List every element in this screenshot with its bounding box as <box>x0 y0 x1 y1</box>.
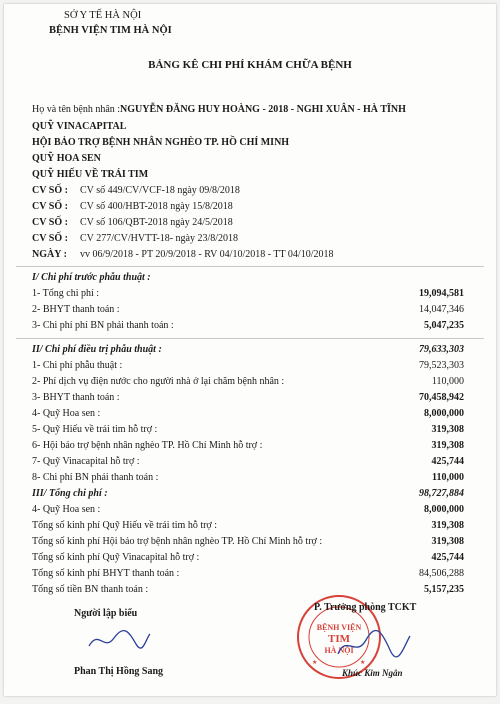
seal-line-2: TIM <box>328 633 350 645</box>
document-ref-label: CV SỐ : <box>32 233 68 244</box>
section3-row <box>32 552 480 565</box>
section2-row <box>32 360 480 373</box>
document-page <box>4 4 496 696</box>
row-desc: 3- Chi phí phí BN phải thanh toán : <box>32 320 174 331</box>
row-desc: 8- Chi phí BN phải thanh toán : <box>32 472 159 483</box>
row-value: 319,308 <box>431 424 464 435</box>
document-ref-label: CV SỐ : <box>32 185 68 196</box>
section1-row <box>32 288 480 301</box>
row-desc: Tổng số kinh phí Quỹ Vinacapital hỗ trợ : <box>32 552 200 563</box>
row-desc: 4- Quỹ Hoa sen : <box>32 408 101 419</box>
row-value: 110,000 <box>432 472 464 483</box>
document-ref-value: CV số 400/HBT-2018 ngày 15/8/2018 <box>80 201 233 212</box>
fund-hoa-sen: QUỸ HOA SEN <box>32 153 101 164</box>
section3-row <box>32 584 480 597</box>
document-ref-4 <box>32 233 238 244</box>
dates-value: vv 06/9/2018 - PT 20/9/2018 - RV 04/10/2018 - TT 04/10/2018 <box>80 249 334 260</box>
document-title: BẢNG KÊ CHI PHÍ KHÁM CHỮA BỆNH <box>148 59 352 71</box>
section-heading: I/ Chi phí trước phẫu thuật : <box>32 272 151 283</box>
row-desc: 2- Phí dịch vụ điện nước cho người nhà ở lại chăm bệnh nhân : <box>32 376 285 387</box>
document-ref-label: CV SỐ : <box>32 217 68 228</box>
section-divider <box>16 338 484 339</box>
row-desc: 3- BHYT thanh toán : <box>32 392 120 403</box>
document-ref-label: CV SỐ : <box>32 201 68 212</box>
row-desc: 7- Quỹ Vinacapital hỗ trợ : <box>32 456 140 467</box>
section1-row <box>32 304 480 317</box>
section2-row <box>32 424 480 437</box>
row-value: 5,047,235 <box>424 320 464 331</box>
patient-label: Họ và tên bệnh nhân : <box>32 104 121 115</box>
preparer-signature-icon <box>84 624 154 654</box>
row-value: 425,744 <box>431 456 464 467</box>
seal-line-1: BỆNH VIỆN <box>316 623 362 632</box>
row-value: 425,744 <box>431 552 464 563</box>
row-desc: Tổng số kinh phí BHYT thanh toán : <box>32 568 180 579</box>
fund-hbt-hcm: HỘI BẢO TRỢ BỆNH NHÂN NGHÈO TP. HỒ CHÍ MINH <box>32 137 290 148</box>
section-total: 98,727,884 <box>419 488 464 499</box>
section3-row <box>32 520 480 533</box>
svg-text:★: ★ <box>312 660 318 666</box>
row-desc: 2- BHYT thanh toán : <box>32 304 120 315</box>
section3-heading <box>32 488 480 501</box>
approver-signature-icon <box>334 628 414 662</box>
patient-name: NGUYỄN ĐĂNG HUY HOÀNG - 2018 - NGHI XUÂN - HÀ TĨNH <box>120 104 406 115</box>
row-desc: 6- Hội bảo trợ bệnh nhân nghèo TP. Hồ Chí Minh hỗ trợ : <box>32 440 263 451</box>
row-value: 14,047,346 <box>419 304 464 315</box>
document-ref-1 <box>32 185 240 196</box>
row-value: 84,506,288 <box>419 568 464 579</box>
section1-row <box>32 320 480 333</box>
section2-row <box>32 392 480 405</box>
section-heading: III/ Tổng chi phí : <box>32 488 108 499</box>
row-value: 319,308 <box>431 520 464 531</box>
section3-row <box>32 536 480 549</box>
document-ref-value: CV 277/CV/HVTT-18- ngày 23/8/2018 <box>80 233 239 244</box>
dates-label: NGÀY : <box>32 249 67 260</box>
preparer-title: Người lập biểu <box>74 608 138 619</box>
seal-line-3: HÀ NỘI <box>324 646 354 655</box>
section2-row <box>32 408 480 421</box>
preparer-name: Phan Thị Hồng Sang <box>74 666 164 677</box>
approver-name: Khúc Kim Ngân <box>342 668 403 678</box>
document-ref-2 <box>32 201 233 212</box>
section-total: 79,633,303 <box>419 344 464 355</box>
svg-text:★: ★ <box>360 660 366 666</box>
row-value: 8,000,000 <box>424 504 464 515</box>
row-desc: 5- Quỹ Hiếu về trái tim hỗ trợ : <box>32 424 158 435</box>
document-ref-3 <box>32 217 233 228</box>
row-desc: 4- Quỹ Hoa sen : <box>32 504 101 515</box>
treatment-dates <box>32 249 333 260</box>
row-value: 8,000,000 <box>424 408 464 419</box>
section3-row <box>32 568 480 581</box>
fund-hieu-trai-tim: QUỸ HIẾU VỀ TRÁI TIM <box>32 169 149 180</box>
row-desc: 1- Chi phí phẫu thuật : <box>32 360 123 371</box>
patient-line <box>32 104 406 115</box>
section2-row <box>32 472 480 485</box>
section2-row <box>32 456 480 469</box>
row-value: 319,308 <box>431 536 464 547</box>
row-value: 5,157,235 <box>424 584 464 595</box>
row-value: 70,458,942 <box>419 392 464 403</box>
section-heading: II/ Chi phí điều trị phẫu thuật : <box>32 344 162 355</box>
row-desc: Tổng số tiền BN thanh toán : <box>32 584 149 595</box>
document-ref-value: CV số 106/QBT-2018 ngày 24/5/2018 <box>80 217 233 228</box>
row-value: 79,523,303 <box>419 360 464 371</box>
approver-title: P. Trưởng phòng TCKT <box>314 602 417 613</box>
fund-vinacapital: QUỸ VINACAPITAL <box>32 121 127 132</box>
row-desc: Tổng số kinh phí Quỹ Hiếu về trái tim hỗ trợ : <box>32 520 217 531</box>
section2-heading <box>32 344 480 357</box>
department-name: SỞ Y TẾ HÀ NỘI <box>64 10 142 21</box>
row-desc: Tổng số kinh phí Hội bảo trợ bệnh nhân nghèo TP. Hồ Chí Minh hỗ trợ : <box>32 536 323 547</box>
document-ref-value: CV số 449/CV/VCF-18 ngày 09/8/2018 <box>80 185 240 196</box>
row-value: 19,094,581 <box>419 288 464 299</box>
hospital-name: BỆNH VIỆN TIM HÀ NỘI <box>49 25 172 36</box>
section1-heading <box>32 272 480 285</box>
section2-row <box>32 376 480 389</box>
row-value: 319,308 <box>431 440 464 451</box>
section3-row <box>32 504 480 517</box>
section2-row <box>32 440 480 453</box>
row-value: 110,000 <box>431 376 464 387</box>
section-divider <box>16 266 484 267</box>
row-desc: 1- Tổng chi phí : <box>32 288 100 299</box>
